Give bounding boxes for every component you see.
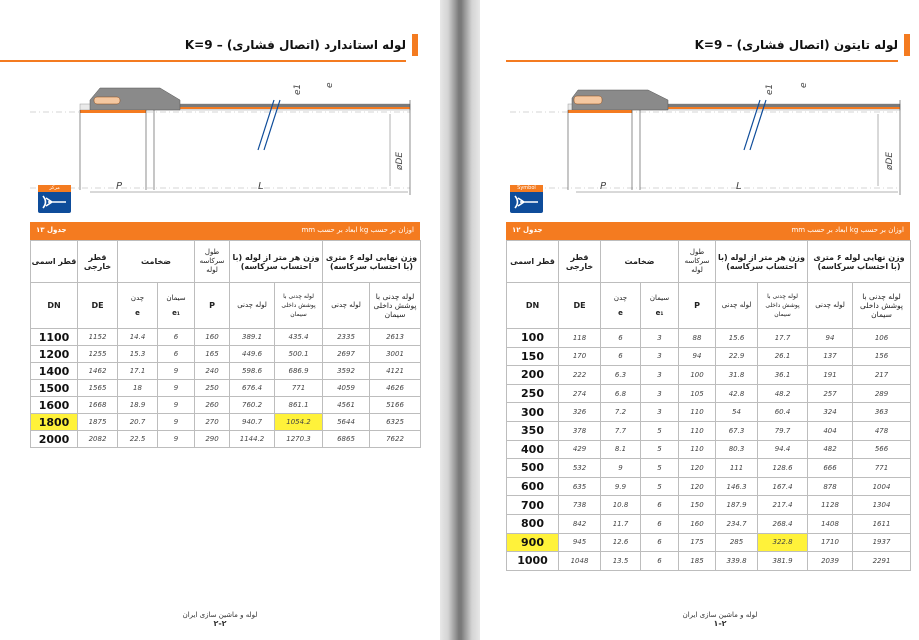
w6-iron-cell: 4561 [323,397,370,414]
e1-cell: 5 [641,459,679,478]
pipe-symbol-icon [514,195,539,209]
w6-lined-cell: 771 [853,459,911,478]
left-page-header [0,28,418,62]
wm-iron-cell: 80.3 [716,440,758,459]
l-dim-label: L [258,181,264,192]
p-cell: 165 [195,346,230,363]
de-cell: 842 [559,514,601,533]
w6-lined-cell: 1304 [853,496,911,515]
e-dim-label: e [325,82,335,88]
e1-cell: 3 [641,347,679,366]
de-header: قطر خارجی [559,241,601,283]
p-header: طول سرکاسه لوله [195,241,230,283]
p-cell: 120 [679,477,716,496]
w6-iron-cell: 1710 [808,533,853,552]
w6-iron-cell: 137 [808,347,853,366]
de-cell: 1048 [559,552,601,571]
l-dim-label: L [736,181,742,192]
p-cell: 110 [679,421,716,440]
table-number: جدول ١٣ [36,226,67,234]
table-row [507,384,911,403]
p-cell: 120 [679,459,716,478]
wm-iron-cell: 940.7 [230,414,275,431]
wm-lined-cell: 167.4 [758,477,808,496]
table-row [507,514,911,533]
wm-lined-cell: 500.1 [275,346,323,363]
header-accent-bar [904,34,910,56]
wm-iron-cell: 67.3 [716,421,758,440]
dn-cell: 150 [507,347,559,366]
wm-lined-cell: 771 [275,380,323,397]
w6-lined-cell: 5166 [370,397,421,414]
wm-lined-cell: 268.4 [758,514,808,533]
thickness-header: ضخامت [118,241,195,283]
wm-lined-cell: 1270.3 [275,431,323,448]
dn-sub-header: DN [31,283,78,329]
w6-lined-cell: 478 [853,421,911,440]
p-cell: 160 [679,514,716,533]
left-footer [170,611,270,628]
dn-cell: 600 [507,477,559,496]
weight-per-meter-header: وزن هر متر از لوله (با احتساب سرکاسه) [230,241,323,283]
dn-cell: 350 [507,421,559,440]
wm-lined-cell: 79.7 [758,421,808,440]
p-cell: 110 [679,403,716,422]
e1-cell: 3 [641,329,679,348]
e1-cell: 9 [158,397,195,414]
e-cell: 6.8 [601,384,641,403]
wm-lined-cell: 26.1 [758,347,808,366]
dn-cell: 400 [507,440,559,459]
w6-iron-cell: 1128 [808,496,853,515]
pipe-drawing [30,70,420,200]
wm-iron-cell: 42.8 [716,384,758,403]
de-sub-header: DE [559,283,601,329]
dn-cell: 2000 [31,431,78,448]
p-cell: 105 [679,384,716,403]
wm-iron-cell: 187.9 [716,496,758,515]
e-cell: 7.7 [601,421,641,440]
table-row [507,477,911,496]
w6-lined-cell: 566 [853,440,911,459]
dn-cell: 900 [507,533,559,552]
dn-cell: 1800 [31,414,78,431]
e-sub: e [135,308,140,317]
e-cell: 12.6 [601,533,641,552]
wm-lined-header: لوله چدنی با پوشش داخلی سیمان [758,283,808,329]
wm-lined-cell: 381.9 [758,552,808,571]
e1-header [641,283,679,329]
de-cell: 1668 [78,397,118,414]
page-number: ٢-٢ [213,619,227,628]
p-cell: 100 [679,366,716,385]
w6-iron-cell: 257 [808,384,853,403]
e1-cell: 3 [641,366,679,385]
w6-lined-cell: 1004 [853,477,911,496]
p-sub-header: P [195,283,230,329]
w6-lined-cell: 2613 [370,329,421,346]
w6-iron-cell: 5644 [323,414,370,431]
header-underline [0,60,406,62]
de-cell: 945 [559,533,601,552]
dn-header: قطر اسمی [31,241,78,283]
wm-lined-cell: 94.4 [758,440,808,459]
w6-iron-cell: 1408 [808,514,853,533]
w6-iron-cell: 2039 [808,552,853,571]
e1-cell: 9 [158,380,195,397]
de-cell: 1152 [78,329,118,346]
table-row-highlighted [507,533,911,552]
wm-iron-cell: 22.9 [716,347,758,366]
de-cell: 118 [559,329,601,348]
dn-cell: 800 [507,514,559,533]
p-cell: 150 [679,496,716,515]
e-cell: 10.8 [601,496,641,515]
wm-lined-cell: 861.1 [275,397,323,414]
e1-dim-label: e1 [293,83,303,95]
de-cell: 326 [559,403,601,422]
p-dim-label: P [116,181,123,192]
wm-lined-cell: 60.4 [758,403,808,422]
de-cell: 274 [559,384,601,403]
e-cell: 11.7 [601,514,641,533]
symbol-label: Symbol [510,185,543,192]
dn-cell: 1500 [31,380,78,397]
right-footer [670,611,770,628]
w6-iron-cell: 94 [808,329,853,348]
wm-iron-cell: 31.8 [716,366,758,385]
table-row [31,380,421,397]
wm-iron-cell: 598.6 [230,363,275,380]
table-row [31,397,421,414]
de-cell: 222 [559,366,601,385]
w6-iron-cell: 4059 [323,380,370,397]
table-row [507,421,911,440]
p-cell: 88 [679,329,716,348]
w6-lined-cell: 2291 [853,552,911,571]
dn-cell: 100 [507,329,559,348]
dn-sub-header: DN [507,283,559,329]
dn-cell: 500 [507,459,559,478]
e1-cell: 6 [641,552,679,571]
wm-lined-cell: 36.1 [758,366,808,385]
w6-iron-cell: 404 [808,421,853,440]
w6-iron-cell: 6865 [323,431,370,448]
w6-iron-cell: 2335 [323,329,370,346]
e1-cell: 5 [641,477,679,496]
right-info-bar [506,222,910,240]
dn-cell: 1200 [31,346,78,363]
wm-lined-cell-highlighted: 1054.2 [275,414,323,431]
e-cell: 9.9 [601,477,641,496]
p-cell: 94 [679,347,716,366]
e-title: چدن [130,293,145,302]
weight-6m-header: وزن نهایی لوله ۶ متری (با احتساب سرکاسه) [323,241,421,283]
right-page-header [506,28,910,62]
e-cell: 14.4 [118,329,158,346]
p-cell: 240 [195,363,230,380]
e1-cell: 9 [158,431,195,448]
dn-cell: 1000 [507,552,559,571]
e-cell: 6 [601,329,641,348]
e-cell: 17.1 [118,363,158,380]
w6-lined-cell: 4121 [370,363,421,380]
table-row [31,346,421,363]
de-cell: 170 [559,347,601,366]
e1-cell: 9 [158,363,195,380]
w6-lined-cell: 1937 [853,533,911,552]
w6-iron-cell: 878 [808,477,853,496]
e1-cell: 6 [641,533,679,552]
e-header [601,283,641,329]
table-row-highlighted [31,414,421,431]
w6-lined-cell: 106 [853,329,911,348]
e1-cell: 5 [641,421,679,440]
wm-iron-cell: 234.7 [716,514,758,533]
e-dim-label: e [799,82,809,88]
wm-iron-cell: 1144.2 [230,431,275,448]
wm-lined-cell: 48.2 [758,384,808,403]
de-cell: 2082 [78,431,118,448]
w6-lined-cell: 363 [853,403,911,422]
table-number: جدول ١٢ [512,226,543,234]
wm-lined-cell: 686.9 [275,363,323,380]
units-label: اوزان بر حسب kg ابعاد بر حسب mm [791,226,904,234]
de-sub-header: DE [78,283,118,329]
w6-lined-cell: 4626 [370,380,421,397]
dn-cell: 200 [507,366,559,385]
de-cell: 532 [559,459,601,478]
wm-lined-cell: 217.4 [758,496,808,515]
e1-cell: 9 [158,414,195,431]
units-label: اوزان بر حسب kg ابعاد بر حسب mm [301,226,414,234]
w6-iron-cell: 482 [808,440,853,459]
e-header [118,283,158,329]
e-cell: 9 [601,459,641,478]
wm-iron-cell: 339.8 [716,552,758,571]
p-cell: 270 [195,414,230,431]
e-cell: 22.5 [118,431,158,448]
page-title: لوله تایتون (اتصال فشاری) – K=9 [694,38,898,52]
p-sub-header: P [679,283,716,329]
left-spec-table [30,240,421,448]
wm-iron-header: لوله چدنی [716,283,758,329]
de-cell: 635 [559,477,601,496]
e1-sub: e₁ [655,308,664,317]
e-cell: 6.3 [601,366,641,385]
wm-iron-header: لوله چدنی [230,283,275,329]
de-cell: 378 [559,421,601,440]
table-row [31,329,421,346]
e1-cell: 6 [158,346,195,363]
de-cell: 738 [559,496,601,515]
w6-lined-cell: 7622 [370,431,421,448]
w6-iron-header: لوله چدنی [323,283,370,329]
p-cell: 110 [679,440,716,459]
left-symbol-box [38,185,71,213]
wm-lined-cell: 435.4 [275,329,323,346]
wm-lined-cell: 128.6 [758,459,808,478]
e-cell: 13.5 [601,552,641,571]
de-cell: 1875 [78,414,118,431]
table-row [31,431,421,448]
w6-lined-cell: 156 [853,347,911,366]
dn-cell: 1100 [31,329,78,346]
p-cell: 175 [679,533,716,552]
right-spec-table [506,240,911,571]
w6-iron-cell: 324 [808,403,853,422]
thickness-header: ضخامت [601,241,679,283]
w6-lined-cell: 6325 [370,414,421,431]
w6-iron-header: لوله چدنی [808,283,853,329]
p-cell: 290 [195,431,230,448]
table-row [507,496,911,515]
wm-iron-cell: 449.6 [230,346,275,363]
e-cell: 15.3 [118,346,158,363]
de-dim-label: øDE [395,151,405,170]
table-row [507,329,911,348]
table-row [507,403,911,422]
e1-header [158,283,195,329]
e1-cell: 6 [641,496,679,515]
table-row [31,363,421,380]
table-row [507,347,911,366]
wm-iron-cell: 111 [716,459,758,478]
pipe-drawing [510,70,910,200]
e-cell: 8.1 [601,440,641,459]
w6-lined-header: لوله چدنی با پوشش داخلی سیمان [853,283,911,329]
de-cell: 429 [559,440,601,459]
weight-6m-header: وزن نهایی لوله ۶ متری (با احتساب سرکاسه) [808,241,911,283]
de-cell: 1565 [78,380,118,397]
e1-cell: 6 [158,329,195,346]
p-cell: 160 [195,329,230,346]
left-page [0,0,440,640]
w6-iron-cell: 191 [808,366,853,385]
de-header: قطر خارجی [78,241,118,283]
header-underline [506,60,898,62]
de-cell: 1462 [78,363,118,380]
dn-cell: 1400 [31,363,78,380]
w6-lined-header: لوله چدنی با پوشش داخلی سیمان [370,283,421,329]
w6-iron-cell: 3592 [323,363,370,380]
weight-per-meter-header: وزن هر متر از لوله (با احتساب سرکاسه) [716,241,808,283]
right-symbol-box [510,185,543,213]
de-cell: 1255 [78,346,118,363]
wm-lined-header: لوله چدنی با پوشش داخلی سیمان [275,283,323,329]
footer-text: لوله و ماشین سازی ایران [682,611,758,619]
p-cell: 185 [679,552,716,571]
right-page [480,0,919,640]
dn-cell: 1600 [31,397,78,414]
table-row [507,552,911,571]
p-header: طول سرکاسه لوله [679,241,716,283]
e1-cell: 3 [641,403,679,422]
wm-iron-cell: 15.6 [716,329,758,348]
e-cell: 18 [118,380,158,397]
e-sub: e [618,308,623,317]
header-accent-bar [412,34,418,56]
wm-iron-cell: 676.4 [230,380,275,397]
wm-iron-cell: 760.2 [230,397,275,414]
footer-text: لوله و ماشین سازی ایران [182,611,258,619]
w6-lined-cell: 289 [853,384,911,403]
e1-sub: e₁ [172,308,180,317]
wm-lined-cell: 17.7 [758,329,808,348]
e1-title: سیمان [649,293,670,302]
table-row [507,459,911,478]
w6-lined-cell: 3001 [370,346,421,363]
e-cell: 20.7 [118,414,158,431]
e-cell: 18.9 [118,397,158,414]
wm-iron-cell: 146.3 [716,477,758,496]
e-cell: 7.2 [601,403,641,422]
table-row [507,440,911,459]
w6-lined-cell: 1611 [853,514,911,533]
wm-lined-cell-highlighted: 322.8 [758,533,808,552]
dn-cell: 700 [507,496,559,515]
page-number: ٢-١ [713,619,727,628]
w6-iron-cell: 666 [808,459,853,478]
e-title: چدن [613,293,628,302]
wm-iron-cell: 54 [716,403,758,422]
w6-lined-cell: 217 [853,366,911,385]
e1-title: سیمان [166,293,186,302]
e1-cell: 3 [641,384,679,403]
e1-cell: 6 [641,514,679,533]
dn-cell: 300 [507,403,559,422]
page-title: لوله استاندارد (اتصال فشاری) – K=9 [184,38,406,52]
e1-cell: 5 [641,440,679,459]
w6-iron-cell: 2697 [323,346,370,363]
wm-iron-cell: 389.1 [230,329,275,346]
e-cell: 6 [601,347,641,366]
de-dim-label: øDE [885,151,895,170]
e1-dim-label: e1 [765,83,775,95]
pipe-symbol-icon [42,195,67,209]
table-row [507,366,911,385]
dn-header: قطر اسمی [507,241,559,283]
symbol-label: مرکز [38,185,71,192]
wm-iron-cell: 285 [716,533,758,552]
left-info-bar [30,222,420,240]
p-cell: 260 [195,397,230,414]
dn-cell: 250 [507,384,559,403]
p-cell: 250 [195,380,230,397]
p-dim-label: P [600,181,607,192]
